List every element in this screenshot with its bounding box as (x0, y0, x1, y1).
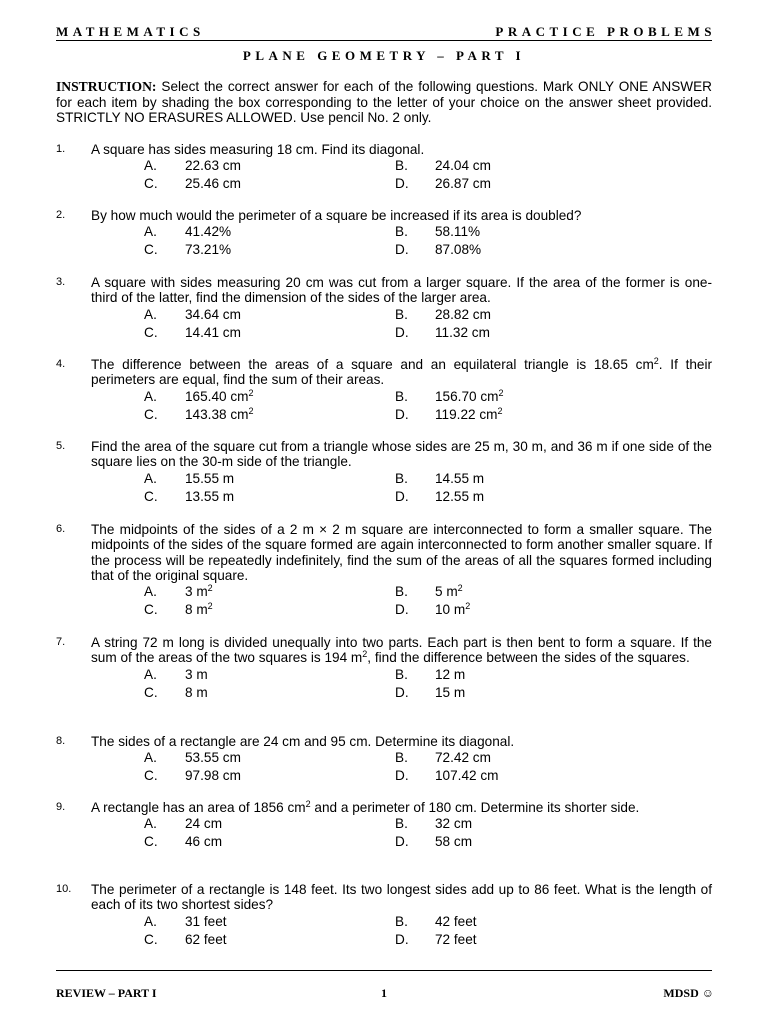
choice-row (144, 175, 712, 193)
choice-value: 46 cm (185, 834, 223, 850)
instruction-lead: INSTRUCTION: (56, 79, 157, 94)
question-stem: The perimeter of a rectangle is 148 feet. Its two longest sides add up to 86 feet. What is the length of each of its two shortest sides? (91, 882, 712, 913)
choice-letter: D. (395, 768, 409, 784)
question-4 (56, 357, 712, 424)
choice-letter: D. (395, 242, 409, 258)
choice-value: 22.63 cm (185, 158, 241, 174)
choice-letter: A. (144, 913, 157, 929)
choice-value: 31 feet (185, 913, 227, 929)
question-number: 7. (56, 636, 66, 648)
choice-letter: B. (395, 470, 408, 486)
choice-value: 58 cm (435, 834, 473, 850)
choice-value: 26.87 cm (435, 176, 491, 192)
question-stem: A square with sides measuring 20 cm was cut from a larger square. If the area of the former is one-third of the latter, find the dimension of the sides of the larger area. (91, 275, 712, 306)
choice-value: 28.82 cm (435, 306, 491, 322)
choice-value: 5 $m^2$ (435, 583, 463, 600)
question-number: 1. (56, 143, 66, 155)
choice-letter: A. (144, 750, 157, 766)
choice-letter: C. (144, 768, 158, 784)
choice-value: 8 $m^2$ (185, 601, 213, 618)
instruction-text: Select the correct answer for each of the following questions. Mark ONLY ONE ANSWER for each item by shading the box corresponding to the letter of your choice on the answer sheet provided. STRICTLY NO ERASURES ALLOWED. Use pencil No. 2 only. (56, 79, 712, 125)
question-7 (56, 635, 712, 702)
choice-value: 3 m (185, 666, 208, 682)
choice-row (144, 388, 712, 406)
choice-letter: A. (144, 666, 157, 682)
footer-author: MDSD ☺ (663, 986, 714, 1000)
choice-letter: B. (395, 913, 408, 929)
choice-value: 24 cm (185, 816, 223, 832)
answer-choices (144, 223, 712, 259)
choice-row (144, 488, 712, 506)
question-1 (56, 142, 712, 193)
instructions (56, 79, 712, 126)
choice-value: 3 $m^2$ (185, 583, 213, 600)
answer-choices (144, 306, 712, 342)
choice-letter: C. (144, 602, 158, 618)
question-6 (56, 522, 712, 619)
choice-letter: D. (395, 488, 409, 504)
question-stem: A string 72 m long is divided unequally into two parts. Each part is then bent to form a square. If the sum of the areas of the two squares is 194 $m^2$, find the difference between the sides of the squares. (91, 635, 712, 666)
choice-letter: C. (144, 176, 158, 192)
choice-row (144, 306, 712, 324)
choice-value: 143.38 $cm^2$ (185, 405, 254, 422)
choice-letter: B. (395, 224, 408, 240)
page-footer (56, 970, 714, 1000)
choice-letter: A. (144, 224, 157, 240)
choice-value: 15 m (435, 684, 466, 700)
question-2 (56, 208, 712, 259)
document-title: PLANE GEOMETRY – PART I (242, 48, 526, 63)
question-stem: The midpoints of the sides of a 2 m × 2 m square are interconnected to form a smaller square. The midpoints of the sides of the square formed are again interconnected to form another smaller square. If the process will be repeatedly indefinitely, find the sum of the areas of all the squares formed including that of the original square. (91, 522, 712, 583)
question-stem: The difference between the areas of a square and an equilateral triangle is 18.65 $cm^2$. If their perimeters are equal, find the sum of their areas. (91, 356, 713, 388)
question-stem: A square has sides measuring 18 cm. Find its diagonal. (91, 142, 425, 157)
choice-letter: B. (395, 158, 408, 174)
choice-row (144, 470, 712, 488)
page-header (56, 22, 716, 41)
question-stem: By how much would the perimeter of a square be increased if its area is doubled? (91, 208, 582, 223)
question-number: 6. (56, 523, 66, 535)
question-number: 3. (56, 276, 66, 288)
choice-value: 58.11% (435, 224, 481, 240)
choice-letter: D. (395, 834, 409, 850)
choice-value: 72 feet (435, 931, 477, 947)
choice-value: 12 m (435, 666, 466, 682)
choice-value: 15.55 m (185, 470, 235, 486)
question-number: 10. (56, 883, 72, 895)
question-number: 5. (56, 440, 66, 452)
choice-letter: D. (395, 176, 409, 192)
page-number: 1 (381, 986, 387, 1000)
question-3 (56, 275, 712, 342)
answer-choices (144, 913, 712, 949)
answer-choices (144, 666, 712, 702)
header-type: PRACTICE PROBLEMS (495, 24, 716, 39)
question-number: 4. (56, 358, 66, 370)
choice-value: 87.08% (435, 242, 482, 258)
choice-row (144, 767, 712, 785)
choice-row (144, 833, 712, 851)
choice-letter: A. (144, 388, 157, 404)
choice-value: 42 feet (435, 913, 477, 929)
choice-value: 165.40 $cm^2$ (185, 387, 254, 404)
choice-row (144, 601, 712, 619)
answer-choices (144, 815, 712, 851)
choice-letter: B. (395, 584, 408, 600)
choice-row (144, 913, 712, 931)
choice-letter: D. (395, 931, 409, 947)
choice-letter: A. (144, 158, 157, 174)
choice-letter: C. (144, 488, 158, 504)
choice-value: 97.98 cm (185, 768, 241, 784)
choice-value: 73.21% (185, 242, 232, 258)
choice-value: 107.42 cm (435, 768, 499, 784)
choice-letter: B. (395, 750, 408, 766)
question-stem: A rectangle has an area of 1856 $cm^2$ and a perimeter of 180 cm. Determine its shorter side. (91, 799, 640, 815)
choice-row (144, 223, 712, 241)
choice-letter: A. (144, 584, 157, 600)
choice-row (144, 241, 712, 259)
choice-row (144, 324, 712, 342)
choice-letter: C. (144, 242, 158, 258)
choice-row (144, 749, 712, 767)
choice-letter: C. (144, 931, 158, 947)
choice-letter: C. (144, 324, 158, 340)
choice-letter: A. (144, 470, 157, 486)
answer-choices (144, 749, 712, 785)
answer-choices (144, 470, 712, 506)
question-number: 2. (56, 209, 66, 221)
choice-letter: D. (395, 324, 409, 340)
choice-value: 14.41 cm (185, 324, 241, 340)
choice-letter: B. (395, 388, 408, 404)
header-subject: MATHEMATICS (56, 24, 205, 39)
choice-value: 25.46 cm (185, 176, 241, 192)
choice-value: 72.42 cm (435, 750, 491, 766)
choice-value: 14.55 m (435, 470, 485, 486)
choice-letter: B. (395, 816, 408, 832)
footer-section: REVIEW – PART I (56, 986, 157, 1000)
choice-row (144, 583, 712, 601)
choice-row (144, 406, 712, 424)
choice-value: 32 cm (435, 816, 473, 832)
choice-letter: D. (395, 602, 409, 618)
choice-row (144, 815, 712, 833)
choice-value: 24.04 cm (435, 158, 491, 174)
choice-letter: B. (395, 666, 408, 682)
choice-row (144, 684, 712, 702)
question-8 (56, 734, 712, 785)
question-9 (56, 800, 712, 851)
choice-value: 11.32 cm (435, 324, 490, 340)
choice-row (144, 666, 712, 684)
choice-row (144, 157, 712, 175)
choice-value: 156.70 $cm^2$ (435, 387, 504, 404)
choice-value: 13.55 m (185, 488, 235, 504)
answer-choices (144, 583, 712, 619)
choice-value: 119.22 $cm^2$ (435, 405, 503, 422)
question-stem: The sides of a rectangle are 24 cm and 95 cm. Determine its diagonal. (91, 734, 515, 749)
choice-value: 12.55 m (435, 488, 485, 504)
choice-letter: A. (144, 306, 157, 322)
answer-choices (144, 388, 712, 424)
choice-letter: C. (144, 684, 158, 700)
question-number: 9. (56, 801, 66, 813)
choice-value: 8 m (185, 684, 208, 700)
choice-value: 41.42% (185, 224, 232, 240)
question-5 (56, 439, 712, 506)
choice-value: 34.64 cm (185, 306, 241, 322)
question-10 (56, 882, 712, 949)
choice-letter: C. (144, 406, 158, 422)
choice-letter: C. (144, 834, 158, 850)
answer-choices (144, 157, 712, 193)
choice-letter: A. (144, 816, 157, 832)
choice-row (144, 931, 712, 949)
choice-letter: D. (395, 684, 409, 700)
choice-letter: B. (395, 306, 408, 322)
choice-value: 62 feet (185, 931, 227, 947)
question-stem: Find the area of the square cut from a triangle whose sides are 25 m, 30 m, and 36 m if one side of the square lies on the 30-m side of the triangle. (91, 439, 712, 470)
choice-letter: D. (395, 406, 409, 422)
question-number: 8. (56, 735, 66, 747)
choice-value: 10 $m^2$ (435, 601, 471, 618)
choice-value: 53.55 cm (185, 750, 241, 766)
